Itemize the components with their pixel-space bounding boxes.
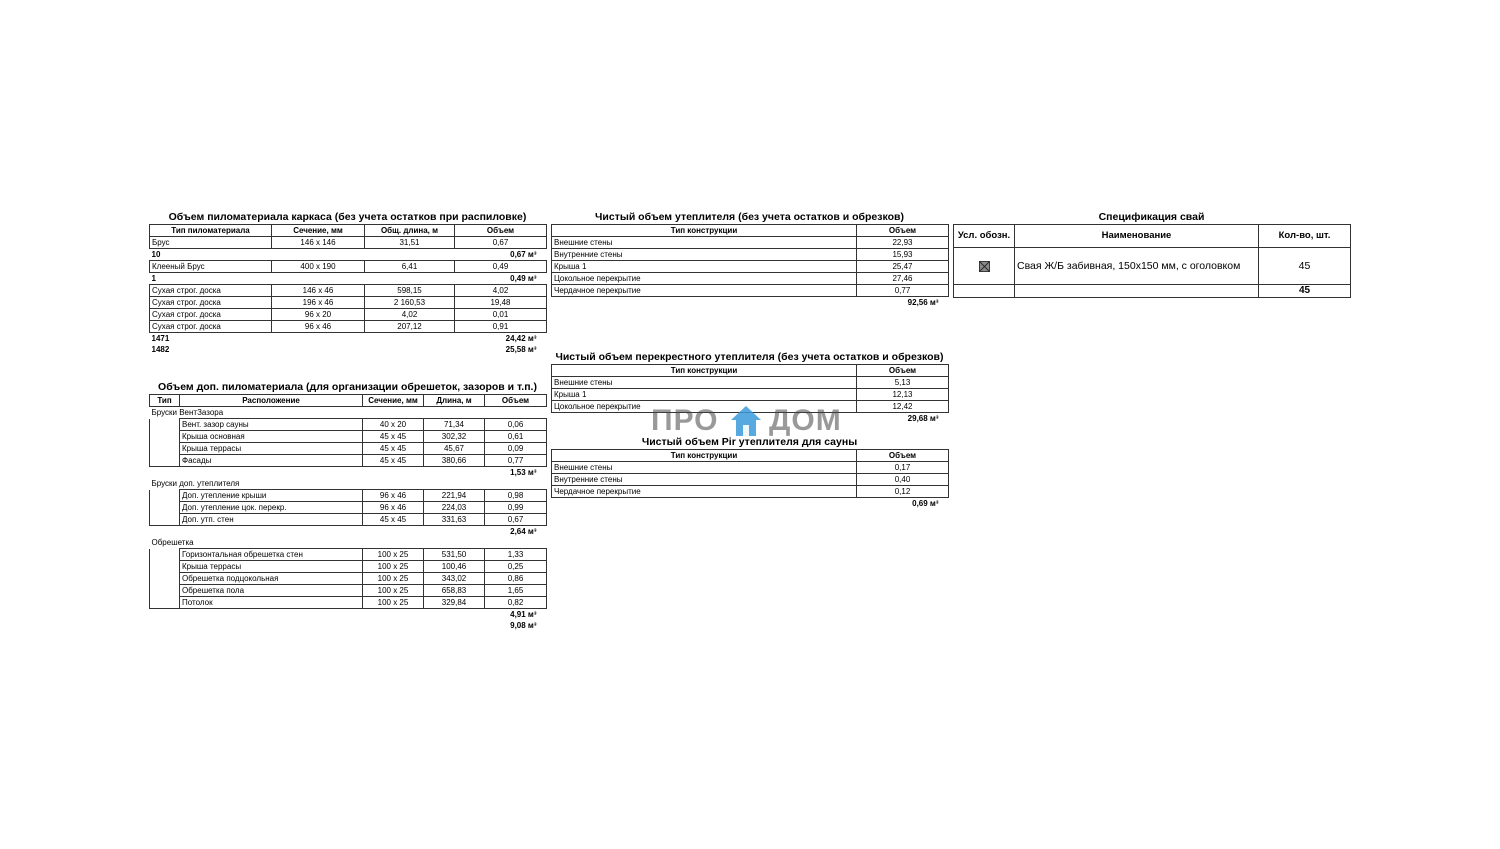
- extra-location-cell: Крыша основная: [180, 431, 363, 443]
- insulation-table-body: [552, 237, 949, 309]
- cross-volume-cell: 5,13: [857, 377, 949, 389]
- extra-length-cell: 71,34: [424, 419, 485, 431]
- sauna-total-spacer: [552, 498, 857, 510]
- extra-location-cell: Потолок: [180, 597, 363, 609]
- sauna-type-cell: Внешние стены: [552, 462, 857, 474]
- frame-length-cell: 4,02: [365, 309, 455, 321]
- extra-row: [150, 597, 547, 609]
- extra-section-cell: 40 x 20: [363, 419, 424, 431]
- sauna-header-row: [552, 450, 949, 462]
- extra-row: [150, 573, 547, 585]
- sauna-total-row: [552, 498, 949, 510]
- extra-length-cell: 658,83: [424, 585, 485, 597]
- extra-type-spacer: [150, 549, 180, 561]
- extra-row: [150, 419, 547, 431]
- extra-section-cell: 45 x 45: [363, 455, 424, 467]
- frame-type-cell: Брус: [150, 237, 272, 249]
- extra-row: [150, 585, 547, 597]
- frame-subtotal-volume: 0,49 м³: [510, 274, 537, 283]
- insulation-type-cell: Цокольное перекрытие: [552, 273, 857, 285]
- extra-length-cell: 221,94: [424, 490, 485, 502]
- pile-symbol-icon: [979, 261, 990, 272]
- frame-volume-cell: 0,91: [455, 321, 547, 333]
- frame-lumber-section: [149, 211, 546, 355]
- cross-total: 29,68 м³: [907, 414, 939, 423]
- frame-subtotal-row: [150, 249, 547, 261]
- insulation-total-spacer: [552, 297, 857, 309]
- insulation-row: [552, 237, 949, 249]
- extra-row: [150, 561, 547, 573]
- cross-header-row: [552, 365, 949, 377]
- extra-group-total-row: [150, 609, 547, 621]
- sauna-total: 0,69 м³: [912, 499, 939, 508]
- cross-volume-cell: 12,42: [857, 401, 949, 413]
- extra-lumber-section: [149, 381, 546, 631]
- extra-row: [150, 431, 547, 443]
- extra-type-spacer: [150, 502, 180, 514]
- pile-header-symbol: Усл. обозн.: [954, 225, 1015, 248]
- pile-total-empty-2: [1015, 285, 1259, 298]
- frame-total-row: [150, 344, 547, 355]
- sauna-volume-cell: 0,40: [857, 474, 949, 486]
- pile-total-empty-1: [954, 285, 1015, 298]
- frame-header-section: Сечение, мм: [272, 225, 365, 237]
- pile-spec-table: [953, 224, 1351, 298]
- frame-section-cell: 146 x 46: [272, 285, 365, 297]
- pile-spec-section: [953, 211, 1350, 298]
- extra-volume-cell: 0,82: [485, 597, 547, 609]
- extra-volume-cell: 0,09: [485, 443, 547, 455]
- extra-header-type: Тип: [150, 395, 180, 407]
- insulation-title: Чистый объем утеплителя (без учета остатков и обрезков): [595, 211, 904, 223]
- extra-volume-cell: 0,86: [485, 573, 547, 585]
- frame-row: [150, 297, 547, 309]
- extra-type-spacer: [150, 585, 180, 597]
- pile-row: [954, 248, 1351, 285]
- insulation-row: [552, 285, 949, 297]
- frame-volume-cell: 0,49: [455, 261, 547, 273]
- extra-type-spacer: [150, 419, 180, 431]
- extra-row: [150, 502, 547, 514]
- insulation-total-row: [552, 297, 949, 309]
- frame-total-volume: 25,58 м³: [505, 345, 537, 354]
- insulation-type-cell: Чердачное перекрытие: [552, 285, 857, 297]
- extra-location-cell: Крыша террасы: [180, 443, 363, 455]
- frame-type-cell: Клееный Брус: [150, 261, 272, 273]
- extra-group-row: [150, 478, 547, 490]
- pile-name-cell: Свая Ж/Б забивная, 150x150 мм, с оголовком: [1015, 248, 1259, 285]
- extra-volume-cell: 1,65: [485, 585, 547, 597]
- pile-total-row: [954, 285, 1351, 298]
- extra-location-cell: Обрешетка пола: [180, 585, 363, 597]
- sauna-pir-table-body: [552, 462, 949, 510]
- extra-volume-cell: 0,99: [485, 502, 547, 514]
- frame-section-cell: 96 x 20: [272, 309, 365, 321]
- frame-volume-cell: 0,67: [455, 237, 547, 249]
- frame-total-empty: [365, 333, 455, 345]
- extra-location-cell: Обрешетка подцокольная: [180, 573, 363, 585]
- cross-insulation-title: Чистый объем перекрестного утеплителя (без учета остатков и обрезков): [555, 351, 944, 363]
- frame-subtotal-empty: [365, 249, 455, 261]
- extra-volume-cell: 0,98: [485, 490, 547, 502]
- extra-lumber-table: [149, 394, 547, 631]
- extra-group-name: Бруски ВентЗазора: [151, 408, 224, 417]
- extra-grand-total-spacer: [150, 620, 485, 631]
- extra-length-cell: 331,63: [424, 514, 485, 526]
- extra-section-cell: 45 x 45: [363, 443, 424, 455]
- insulation-total: 92,56 м³: [907, 298, 939, 307]
- extra-section-cell: 100 x 25: [363, 597, 424, 609]
- extra-location-cell: Доп. утепление цок. перекр.: [180, 502, 363, 514]
- extra-section-cell: 100 x 25: [363, 549, 424, 561]
- watermark-text-right: ДОМ: [769, 404, 842, 437]
- extra-volume-cell: 0,67: [485, 514, 547, 526]
- insulation-type-cell: Внутренние стены: [552, 249, 857, 261]
- frame-length-cell: 31,51: [365, 237, 455, 249]
- insulation-header-type: Тип конструкции: [552, 225, 857, 237]
- frame-volume-cell: 0,01: [455, 309, 547, 321]
- extra-header-location: Расположение: [180, 395, 363, 407]
- pile-spec-title: Спецификация свай: [1098, 211, 1205, 223]
- cross-type-cell: Цокольное перекрытие: [552, 401, 857, 413]
- extra-location-cell: Фасады: [180, 455, 363, 467]
- cross-total-spacer: [552, 413, 857, 425]
- extra-location-cell: Крыша террасы: [180, 561, 363, 573]
- frame-section-cell: 400 x 190: [272, 261, 365, 273]
- frame-section-cell: 146 x 146: [272, 237, 365, 249]
- extra-row: [150, 549, 547, 561]
- insulation-header-volume: Объем: [857, 225, 949, 237]
- insulation-row: [552, 273, 949, 285]
- cross-type-cell: Внешние стены: [552, 377, 857, 389]
- extra-location-cell: Горизонтальная обрешетка стен: [180, 549, 363, 561]
- cross-header-type: Тип конструкции: [552, 365, 857, 377]
- extra-group-row: [150, 537, 547, 549]
- frame-subtotal-volume: 0,67 м³: [510, 250, 537, 259]
- pile-header-qty: Кол-во, шт.: [1259, 225, 1351, 248]
- frame-row: [150, 285, 547, 297]
- frame-row: [150, 237, 547, 249]
- sauna-header-volume: Объем: [857, 450, 949, 462]
- sauna-pir-title: Чистый объем Pir утеплителя для сауны: [641, 436, 858, 448]
- frame-header-row: [150, 225, 547, 237]
- frame-table-body: [150, 237, 547, 356]
- frame-header-length: Общ. длина, м: [365, 225, 455, 237]
- insulation-table: [551, 224, 949, 308]
- extra-group-total: 2,64 м³: [510, 527, 537, 536]
- extra-row: [150, 455, 547, 467]
- frame-total-empty: [365, 344, 455, 355]
- frame-header-type: Тип пиломатериала: [150, 225, 272, 237]
- insulation-volume-cell: 0,77: [857, 285, 949, 297]
- frame-total-empty: [272, 333, 365, 345]
- frame-subtotal-empty: [365, 273, 455, 285]
- frame-section-cell: 196 x 46: [272, 297, 365, 309]
- extra-length-cell: 329,84: [424, 597, 485, 609]
- cross-insulation-table-body: [552, 377, 949, 425]
- extra-volume-cell: 0,06: [485, 419, 547, 431]
- cross-type-cell: Крыша 1: [552, 389, 857, 401]
- extra-type-spacer: [150, 597, 180, 609]
- frame-subtotal-count: 10: [151, 250, 161, 259]
- pile-header-row: [954, 225, 1351, 248]
- cross-header-volume: Объем: [857, 365, 949, 377]
- frame-row: [150, 321, 547, 333]
- extra-type-spacer: [150, 490, 180, 502]
- extra-group-name: Обрешетка: [151, 538, 194, 547]
- extra-header-row: [150, 395, 547, 407]
- extra-length-cell: 531,50: [424, 549, 485, 561]
- extra-grand-total-row: [150, 620, 547, 631]
- extra-volume-cell: 1,33: [485, 549, 547, 561]
- extra-location-cell: Доп. утп. стен: [180, 514, 363, 526]
- extra-type-spacer: [150, 514, 180, 526]
- extra-type-spacer: [150, 561, 180, 573]
- extra-header-section: Сечение, мм: [363, 395, 424, 407]
- extra-group-total-row: [150, 526, 547, 538]
- extra-header-length: Длина, м: [424, 395, 485, 407]
- extra-row: [150, 514, 547, 526]
- cross-insulation-section: [551, 351, 948, 424]
- cross-total-row: [552, 413, 949, 425]
- sauna-row: [552, 486, 949, 498]
- extra-volume-cell: 0,77: [485, 455, 547, 467]
- extra-group-total-spacer: [150, 467, 485, 479]
- extra-volume-cell: 0,25: [485, 561, 547, 573]
- frame-total-row: [150, 333, 547, 345]
- cross-row: [552, 389, 949, 401]
- sauna-type-cell: Внутренние стены: [552, 474, 857, 486]
- insulation-volume-cell: 27,46: [857, 273, 949, 285]
- sauna-type-cell: Чердачное перекрытие: [552, 486, 857, 498]
- frame-type-cell: Сухая строг. доска: [150, 309, 272, 321]
- insulation-volume-cell: 25,47: [857, 261, 949, 273]
- extra-header-volume: Объем: [485, 395, 547, 407]
- extra-section-cell: 100 x 25: [363, 573, 424, 585]
- insulation-section: [551, 211, 948, 308]
- frame-total-volume: 24,42 м³: [505, 334, 537, 343]
- extra-volume-cell: 0,61: [485, 431, 547, 443]
- extra-type-spacer: [150, 455, 180, 467]
- cross-volume-cell: 12,13: [857, 389, 949, 401]
- extra-length-cell: 45,67: [424, 443, 485, 455]
- extra-section-cell: 100 x 25: [363, 561, 424, 573]
- insulation-type-cell: Крыша 1: [552, 261, 857, 273]
- frame-subtotal-count: 1: [151, 274, 156, 283]
- extra-section-cell: 100 x 25: [363, 585, 424, 597]
- extra-lumber-title: Объем доп. пиломатериала (для организации обрешеток, зазоров и т.п.): [158, 381, 537, 393]
- extra-length-cell: 224,03: [424, 502, 485, 514]
- extra-group-total-spacer: [150, 526, 485, 538]
- cross-insulation-table: [551, 364, 949, 424]
- frame-length-cell: 598,15: [365, 285, 455, 297]
- extra-location-cell: Доп. утепление крыши: [180, 490, 363, 502]
- extra-type-spacer: [150, 573, 180, 585]
- extra-type-spacer: [150, 443, 180, 455]
- insulation-volume-cell: 22,93: [857, 237, 949, 249]
- frame-volume-cell: 19,48: [455, 297, 547, 309]
- extra-section-cell: 96 x 46: [363, 502, 424, 514]
- extra-table-body: [150, 407, 547, 632]
- frame-type-cell: Сухая строг. доска: [150, 297, 272, 309]
- extra-group-total: 1,53 м³: [510, 468, 537, 477]
- extra-section-cell: 45 x 45: [363, 431, 424, 443]
- extra-section-cell: 96 x 46: [363, 490, 424, 502]
- extra-row: [150, 443, 547, 455]
- frame-type-cell: Сухая строг. доска: [150, 321, 272, 333]
- insulation-type-cell: Внешние стены: [552, 237, 857, 249]
- frame-total-count: 1471: [151, 334, 170, 343]
- extra-type-spacer: [150, 431, 180, 443]
- extra-location-cell: Вент. зазор сауны: [180, 419, 363, 431]
- pile-total-qty: 45: [1259, 285, 1351, 298]
- extra-length-cell: 302,32: [424, 431, 485, 443]
- sauna-row: [552, 462, 949, 474]
- cross-row: [552, 401, 949, 413]
- sauna-pir-table: [551, 449, 949, 509]
- pile-qty-cell: 45: [1259, 248, 1351, 285]
- extra-length-cell: 100,46: [424, 561, 485, 573]
- frame-lumber-title: Объем пиломатериала каркаса (без учета остатков при распиловке): [168, 211, 527, 223]
- frame-type-cell: Сухая строг. доска: [150, 285, 272, 297]
- extra-group-row: [150, 407, 547, 419]
- frame-header-volume: Объем: [455, 225, 547, 237]
- extra-row: [150, 490, 547, 502]
- sauna-header-type: Тип конструкции: [552, 450, 857, 462]
- frame-length-cell: 6,41: [365, 261, 455, 273]
- frame-lumber-table: [149, 224, 547, 355]
- frame-row: [150, 261, 547, 273]
- cross-row: [552, 377, 949, 389]
- extra-group-total: 4,91 м³: [510, 610, 537, 619]
- frame-length-cell: 2 160,53: [365, 297, 455, 309]
- insulation-header-row: [552, 225, 949, 237]
- sauna-row: [552, 474, 949, 486]
- frame-subtotal-empty: [272, 273, 365, 285]
- frame-row: [150, 309, 547, 321]
- pile-header-name: Наименование: [1015, 225, 1259, 248]
- sauna-volume-cell: 0,17: [857, 462, 949, 474]
- frame-volume-cell: 4,02: [455, 285, 547, 297]
- frame-subtotal-empty: [272, 249, 365, 261]
- extra-group-total-spacer: [150, 609, 485, 621]
- insulation-row: [552, 261, 949, 273]
- extra-length-cell: 343,02: [424, 573, 485, 585]
- extra-group-total-row: [150, 467, 547, 479]
- insulation-volume-cell: 15,93: [857, 249, 949, 261]
- extra-length-cell: 380,66: [424, 455, 485, 467]
- insulation-row: [552, 249, 949, 261]
- frame-section-cell: 96 x 46: [272, 321, 365, 333]
- frame-total-empty: [272, 344, 365, 355]
- frame-length-cell: 207,12: [365, 321, 455, 333]
- extra-grand-total: 9,08 м³: [510, 621, 537, 630]
- sauna-volume-cell: 0,12: [857, 486, 949, 498]
- frame-total-count: 1482: [151, 345, 170, 354]
- watermark-text-left: ПРО: [651, 404, 719, 437]
- extra-group-name: Бруски доп. утеплителя: [151, 479, 240, 488]
- frame-subtotal-row: [150, 273, 547, 285]
- sauna-pir-section: [551, 436, 948, 509]
- extra-section-cell: 45 x 45: [363, 514, 424, 526]
- pile-symbol-cell: [954, 248, 1015, 285]
